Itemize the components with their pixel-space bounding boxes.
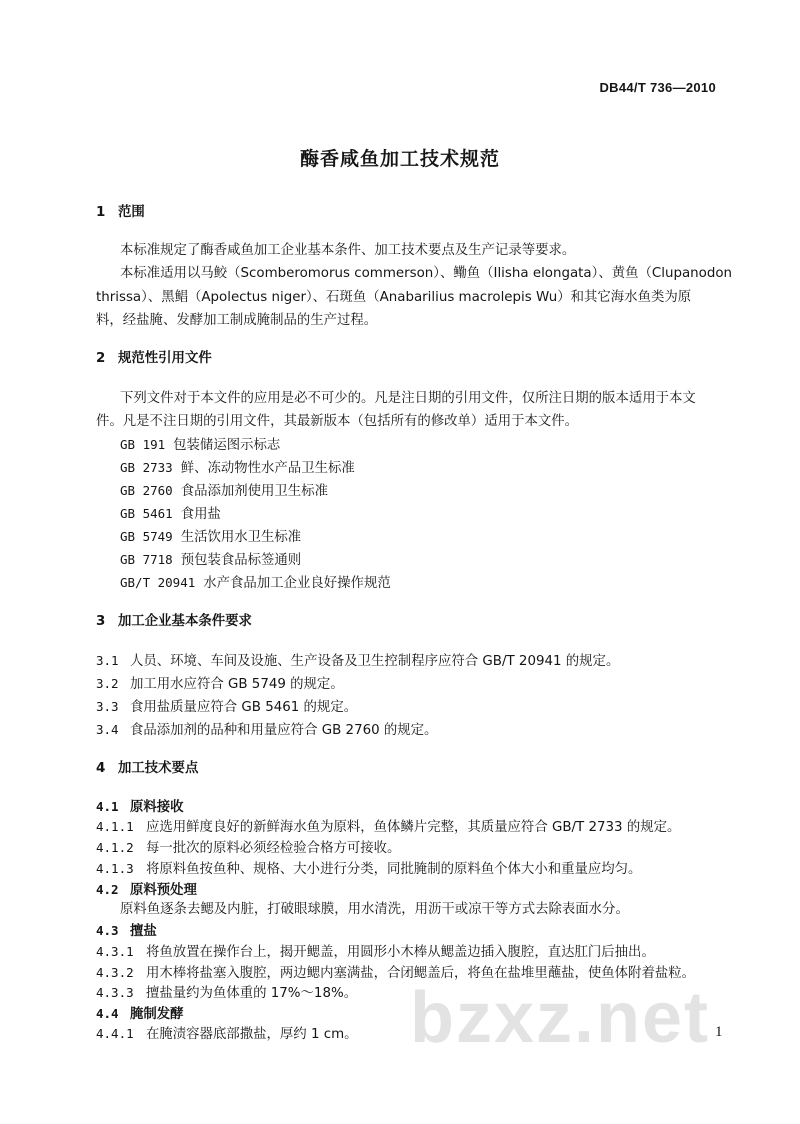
reference-item [120, 527, 740, 548]
clause-number: 4.3.2 [96, 965, 134, 980]
clause-text: 食品添加剂的品种和用量应符合 GB 2760 的规定。 [130, 723, 438, 738]
clause-text: 将鱼放置在操作台上，揭开鳃盖，用圆形小木棒从鳃盖边插入腹腔，直达肛门后抽出。 [146, 945, 655, 960]
reference-title: 食用盐 [180, 507, 221, 522]
paragraph: 原料鱼逐条去鳃及内脏，打破眼球膜，用水清洗，用沥干或凉干等方式去除表面水分。 [120, 902, 629, 917]
paragraph: 本标准规定了酶香咸鱼加工企业基本条件、加工技术要点及生产记录等要求。 [120, 243, 576, 258]
paragraph: 料，经盐腌、发酵加工制成腌制品的生产过程。 [96, 313, 378, 328]
subsection-title: 原料预处理 [130, 883, 197, 898]
document-title: 酶香咸鱼加工技术规范 [299, 148, 500, 170]
section-title: 范围 [118, 205, 145, 220]
reference-item [120, 573, 740, 594]
paragraph: 下列文件对于本文件的应用是必不可少的。凡是注日期的引用文件，仅所注日期的版本适用于本文 [120, 391, 696, 406]
clause-number: 3.3 [96, 699, 119, 714]
reference-title: 包装储运图示标志 [173, 438, 281, 453]
clause [96, 697, 716, 718]
subsection-4-1-heading [96, 797, 716, 818]
reference-code: GB 5461 [120, 506, 173, 521]
subsection-title: 腌制发酵 [130, 1007, 184, 1022]
section-title: 加工企业基本条件要求 [118, 614, 252, 629]
clause-number: 4.4.1 [96, 1026, 134, 1041]
section-title: 规范性引用文件 [118, 351, 212, 366]
clause-number: 4.1.1 [96, 819, 134, 834]
clause-number: 4.2 [96, 882, 119, 897]
paragraph: 件。凡是不注日期的引用文件，其最新版本（包括所有的修改单）适用于本文件。 [96, 414, 579, 429]
clause-number: 3.4 [96, 722, 119, 737]
clause-number: 4.1.2 [96, 840, 134, 855]
paragraph: 本标准适用以马鲛（Scomberomorus commerson）、鳓鱼（Ilisha elongata）、黄鱼（Clupanodon [120, 266, 733, 281]
standard-code: DB44/T 736—2010 [599, 80, 716, 95]
clause [96, 838, 716, 859]
clause-text: 人员、环境、车间及设施、生产设备及卫生控制程序应符合 GB/T 20941 的规定。 [130, 654, 620, 669]
reference-code: GB 7718 [120, 552, 173, 567]
clause-number: 4.3.3 [96, 985, 134, 1000]
paragraph: thrissa）、黑鲳（Apolectus niger）、石斑鱼（Anabarilius macrolepis Wu）和其它海水鱼类为原 [96, 290, 692, 305]
clause [96, 674, 716, 695]
section-number: 4 [96, 761, 106, 776]
watermark: bzxz.net [410, 978, 711, 1058]
clause-text: 擅盐量约为鱼体重的 17%～18%。 [146, 986, 358, 1001]
reference-code: GB 2733 [120, 460, 173, 475]
reference-title: 预包装食品标签通则 [180, 553, 302, 568]
section-number: 2 [96, 351, 106, 366]
reference-item [120, 458, 740, 479]
section-number: 1 [96, 205, 106, 220]
subsection-title: 擅盐 [130, 924, 157, 939]
clause-text: 将原料鱼按鱼种、规格、大小进行分类，同批腌制的原料鱼个体大小和重量应均匀。 [146, 862, 642, 877]
reference-code: GB 2760 [120, 483, 173, 498]
clause-text: 在腌渍容器底部撒盐，厚约 1 cm。 [146, 1027, 358, 1042]
clause-text: 加工用水应符合 GB 5749 的规定。 [130, 677, 344, 692]
subsection-4-2-heading [96, 880, 716, 901]
clause-number: 4.3.1 [96, 944, 134, 959]
clause [96, 859, 716, 880]
clause-number: 3.1 [96, 653, 119, 668]
reference-title: 食品添加剂使用卫生标准 [180, 484, 328, 499]
reference-title: 水产食品加工企业良好操作规范 [203, 576, 391, 591]
clause-text: 食用盐质量应符合 GB 5461 的规定。 [130, 700, 358, 715]
page-number: 1 [715, 1024, 723, 1040]
reference-code: GB/T 20941 [120, 575, 196, 590]
clause-text: 每一批次的原料必须经检验合格方可接收。 [146, 841, 401, 856]
section-number: 3 [96, 614, 106, 629]
clause [96, 817, 716, 838]
section-1-heading [96, 203, 716, 223]
clause-number: 4.1.3 [96, 861, 134, 876]
reference-title: 生活饮用水卫生标准 [180, 530, 302, 545]
clause-number: 3.2 [96, 676, 119, 691]
reference-item [120, 550, 740, 571]
clause [96, 720, 716, 741]
clause-text: 用木棒将盐塞入腹腔，两边鳃内塞满盐，合闭鳃盖后，将鱼在盐堆里蘸盐，使鱼体附着盐粒。 [146, 966, 696, 981]
subsection-title: 原料接收 [130, 800, 184, 815]
clause [96, 942, 716, 963]
reference-code: GB 5749 [120, 529, 173, 544]
reference-item [120, 481, 740, 502]
clause-number: 4.3 [96, 923, 119, 938]
section-4-heading [96, 759, 716, 779]
clause [96, 651, 716, 672]
reference-title: 鲜、冻动物性水产品卫生标准 [180, 461, 355, 476]
section-title: 加工技术要点 [118, 761, 199, 776]
reference-code: GB 191 [120, 437, 166, 452]
clause-number: 4.1 [96, 799, 119, 814]
clause-text: 应选用鲜度良好的新鲜海水鱼为原料，鱼体鳞片完整，其质量应符合 GB/T 2733 的规定。 [146, 820, 681, 835]
section-3-heading [96, 612, 716, 632]
section-2-heading [96, 349, 716, 369]
reference-item [120, 435, 740, 456]
subsection-4-3-heading [96, 921, 716, 942]
clause-number: 4.4 [96, 1006, 119, 1021]
reference-item [120, 504, 740, 525]
